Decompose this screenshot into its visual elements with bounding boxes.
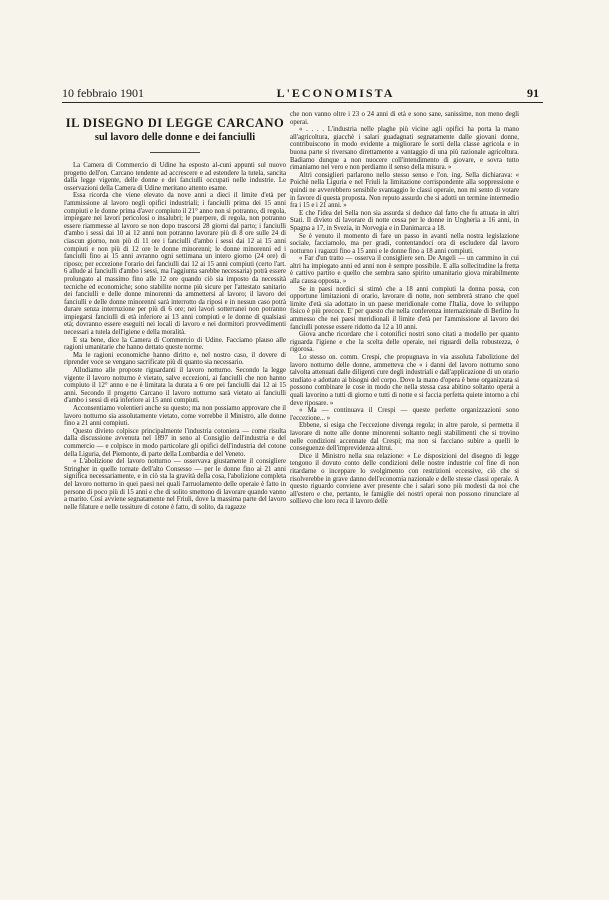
paragraph: La Camera di Commercio di Udine ha esposto al-cuni appunti sul nuovo progetto dell'on. Carcano tendente ad accrescere e ad estendere la tutela, sancita dalla legge vigente, delle donne e dei fanciulli occupati nelle industrie. Le osservazioni della Camera di Udine meritano attento esame. [64, 162, 286, 192]
left-column [64, 114, 286, 884]
page-header [62, 86, 539, 101]
paragraph: « Ma — continuava il Crespi — queste perfette organizzazioni sono l'eccezione... » [290, 407, 519, 422]
paragraph: Ma le ragioni economiche hanno diritto e, nel nostro caso, il dovere di riprender voce se vengano sacrificate più di quanto sia necessario. [64, 351, 286, 367]
paragraph: Se è venuto il momento di fare un passo in avanti nella nostra legislazione sociale, facciamolo, ma per gradi, contentandoci ora di escludere dal lavoro notturno i ragazzi fino a 15 anni e le donne fino a 18 anni compiuti. [290, 232, 519, 255]
paragraph: Altri consiglieri parlarono nello stesso senso e l'on. ing. Sella dichiarava: « Poichè nella Liguria e nel Friuli la limitazione corrispondente alla soppressione e quindi ne avverebbero sensibile svantaggio le classi operaie, non mi sento di votare in favore di questa proposta. Non reputo assurdo che si adotti un termine intermedio fra i 15 e i 21 anni. » [290, 171, 519, 210]
paragraph: Giova anche ricordare che i cotonifici nostri sono citati a modello per quanto riguarda l'igiene e che la scelta delle operaie, nei riguardi della robustezza, è rigorosa. [290, 331, 519, 354]
title-divider [150, 152, 200, 153]
paragraph: Ebbene, si esiga che l'eccezione divenga regola; in altre parole, si permetta il lavorare di notte alle donne minorenni soltanto negli stabilimenti che si trovino nelle condizioni accennate dal Crespi; ma non si facciano subire a quelli le conseguenze dell'imprevidenza altrui. [290, 422, 519, 453]
paragraph: Lo stesso on. comm. Crespi, che propugnava in via assoluta l'abolizione del lavoro notturno delle donne, ammetteva che « i danni del lavoro notturno sono talvolta attenuati dalle diligenti cure degli industriali e dall'applicazione di un orario studiato e adottato ai bisogni del corpo. Dove la mano d'opera è bene organizzata si possono combinare le cose in modo che nella stessa casa abitino soltanto operai a quali lavorino a tutti di giorno e tutti di notte e si faccia perfetta quiete intorno a chi deve riposare. » [290, 354, 519, 407]
paragraph: Questo divieto colpisce principalmente l'industria cotoniera — come risulta dalla discussione avvenuta nel 1897 in seno al Consiglio dell'industria e del commercio — e colpisce in modo particolare gli opifici dell'industria del cotone della Liguria, del Piemonte, di parte della Lombardia e del Veneto. [64, 427, 286, 458]
paragraph: Se in paesi nordici si stimò che a 18 anni compiuti la donna possa, con opportune limitazioni di orario, lavorare di notte, non sembrerà strano che quel limite d'età sia adottato in un paese meridionale come l'Italia, dove lo sviluppo fisico è più precoce. E' per questo che nella conferenza internazionale di Berlino fu ammesso che nei paesi meridionali il limite d'età per l'ammissione al lavoro dei fanciulli potesse essere ridotto da 12 a 10 anni. [290, 285, 519, 331]
paragraph: Acconsentiamo volentieri anche su questo; ma non possiamo approvare che il lavoro notturno sia assolutamente vietato, come vorrebbe il Ministro, alle donne fino a 21 anni compiuti. [64, 405, 286, 428]
journal-title: L'ECONOMISTA [276, 86, 395, 100]
header-rule [62, 102, 543, 103]
paragraph: Dice il Ministro nella sua relazione: « Le disposizioni del disegno di legge tengono il dovuto conto delle condizioni delle nostre industrie col fine di non ritardarne o inceppare lo svolgimento con restrizioni eccessive, ciò che si risolverebbe in grave danno dell'economia nazionale e delle stesse classi operaie. A questo riguardo conviene aver presente che i salari sono più modesti da noi che all'estero e che, pertanto, le famiglie dei nostri operai non possono rinunciare al sollievo che loro reca il lavoro delle [290, 452, 519, 506]
page-number: 91 [527, 86, 539, 100]
article-subtitle: sul lavoro delle donne e dei fanciulli [94, 132, 256, 143]
right-column [290, 111, 519, 881]
paragraph: « . . . . L'industria nelle plaghe più vicine agli opifici ha porta la mano all'agricoltura, giacchè i salari guadagnati segnatamente dalle giovani donne, contribuiscono in modo evidente a migliorare le sorti della classe agricola e in buona parte si riversano direttamente a vantaggio di una più razionale agricoltura. Badiamo dunque a non nuocere coll'intendimento di giovare, e sovra tutto rimaniamo nel vero e non perdiamo il senso della misura. » [290, 126, 519, 172]
paragraph: Alludiamo alle proposte riguardanti il lavoro notturno. Secondo la legge vigente il lavoro notturno è vietato, salve eccezioni, ai fanciulli che non hanno compiuto il 12° anno e ne è limitata la durata a 6 ore pei fanciulli dai 12 ai 15 anni. Secondo il progetto Carcano il lavoro notturno sarà vietato ai fanciulli d'ambo i sessi di età inferiore ai 15 anni compiuti. [64, 367, 286, 405]
paragraph: E sta bene, dice la Camera di Commercio di Udine. Facciamo plauso alle ragioni umanitarie che hanno dettato queste norme. [64, 336, 286, 352]
paragraph: che non vanno oltre i 23 o 24 anni di età e sono sane, sanissime, non meno degli operai. [290, 111, 519, 126]
paragraph: « Far d'un tratto — osserva il consigliere sen. De Angeli — un cammino in cui altri ha impiegato anni ed anni non è sempre possibile. E alla sollecitudine la fretta è cattivo partito e quello che sembra sano spirito umanitario giova mirabilmente alla causa opposta. » [290, 255, 519, 286]
issue-date: 10 febbraio 1901 [62, 86, 144, 100]
article-title: IL DISEGNO DI LEGGE CARCANO [65, 116, 285, 130]
paragraph: « L'abolizione del lavoro notturno — osservava giustamente il consigliere Stringher in quelle tornate dell'alto Consesso — per le donne fino ai 21 anni significa necessariamente, e in ciò sta la gravità della cosa, l'abolizione completa del lavoro notturno in quei paesi nei quali l'arruolamento delle operaie è fatto in persone di poco più di 15 anni e che di solito smettono di lavorare quando vanno a marito. Così avviene segnatamente nel Friuli, dove la massima parte del lavoro nelle filature e nelle tessiture di cotone è fatto, di solito, da ragazze [64, 458, 286, 511]
paragraph: Essa ricorda che viene elevato da nove anni a dieci il limite d'età per l'ammissione al lavoro negli opifici industriali; i fanciulli prima dei 15 anni compiuti e le donne prima d'aver compiuto il 21° anno non si potranno, di regola, impiegare nei lavori pericolosi o insalubri; le puerpere, di regola, non potranno essere riammesse al lavoro se non dopo trascorsi 28 giorni dal parto; i fanciulli d'ambo i sessi dai 10 ai 12 anni non potranno lavorare più di 8 ore sulle 24 di ciascun giorno, non più di 11 ore i fanciulli d'ambo i sessi dai 12 ai 15 anni compiuti e non più di 12 ore le donne minorenni; le donne minorenni ed i fanciulli fino ai 15 anni avranno ogni settimana un intero giorno (24 ore) di riposo; per eccezione l'orario dei fanciulli dai 12 ai 15 anni compiuti (certo l'art. 6 allude ai fanciulli d'ambo i sessi, ma l'aggiunta sarebbe necessaria) potrà essere prolungato al massimo fino alle 12 ore quando ciò sia imposto da necessità tecniche ed economiche; sono stabilite norme più sicure per l'attestato sanitario dei fanciulli e delle donne minorenni da ammettersi al lavoro; il lavoro dei fanciulli e delle donne minorenni sarà interrotto da riposi e in nessun caso potrà durare senza interruzione per più di 6 ore; nei lavori sotterranei non potranno impiegarsi fanciulli di età inferiore ai 13 anni compiuti e le donne di qualsiasi età; dovranno essere eseguiti nei locali di lavoro e nei dormitori provvedimenti necessari a tutela dell'igiene e della moralità. [64, 192, 286, 337]
paragraph: E che l'idea del Sella non sia assurda si deduce dal fatto che fu attuata in altri Stati. Il divieto di lavorare di notte cessa per le donne in Ungheria a 16 anni, in Spagna a 17, in Svezia, in Norvegia e in Danimarca a 18. [290, 209, 519, 232]
